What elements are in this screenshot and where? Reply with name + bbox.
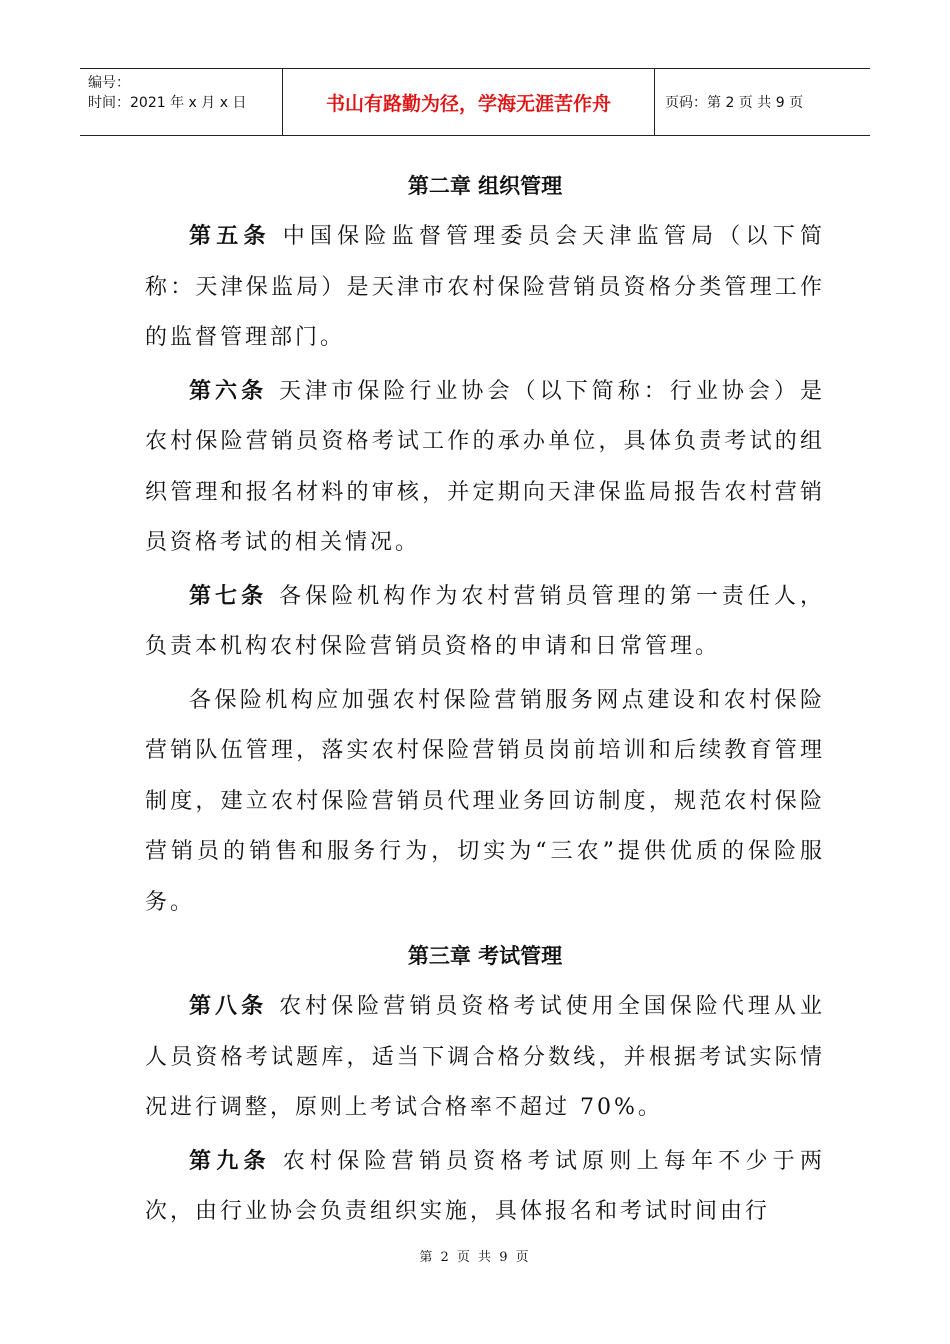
article-8 (145, 982, 825, 1134)
page-header (80, 68, 870, 136)
page-footer: 第 2 页 共 9 页 (419, 1250, 531, 1265)
article-6 (145, 367, 825, 569)
article-7-text: 各保险机构作为农村营销员管理的第一责任人，负责本机构农村保险营销员资格的申请和日常管理。 (145, 583, 825, 659)
header-page-info: 页码：第 2 页 共 9 页 (665, 95, 804, 111)
article-6-number: 第六条 (189, 378, 268, 404)
article-9 (145, 1137, 825, 1238)
article-8-text: 农村保险营销员资格考试使用全国保险代理从业人员资格考试题库，适当下调合格分数线，并根据考试实际情况进行调整，原则上考试合格率不超过 70%。 (145, 994, 825, 1120)
date-label: 时间：2021 年 x 月 x 日 (88, 95, 247, 111)
header-meta (80, 69, 283, 135)
article-9-text: 农村保险营销员资格考试原则上每年不少于两次，由行业协会负责组织实施，具体报名和考试时间由行 (145, 1148, 825, 1224)
article-8-number: 第八条 (189, 994, 268, 1019)
chapter-3-title: 第三章 考试管理 (407, 944, 563, 968)
article-5-number: 第五条 (189, 224, 271, 249)
serial-number-label: 编号： (88, 75, 130, 91)
article-5 (145, 212, 825, 364)
article-7-paragraph-2: 各保险机构应加强农村保险营销服务网点建设和农村保险营销队伍管理，落实农村保险营销员岗前培训和后续教育管理制度，建立农村保险营销员代理业务回访制度，规范农村保险营销员的销售和服务行为，切实为“三农”提供优质的保险服务。 (145, 687, 825, 915)
article-5-text: 中国保险监督管理委员会天津监管局（以下简称：天津保监局）是天津市农村保险营销员资格分类管理工作的监督管理部门。 (145, 224, 825, 350)
article-6-text: 天津市保险行业协会（以下简称：行业协会）是农村保险营销员资格考试工作的承办单位，具体负责考试的组织管理和报名材料的审核，并定期向天津保监局报告农村营销员资格考试的相关情况。 (145, 378, 825, 555)
chapter-2-title: 第二章 组织管理 (407, 174, 563, 198)
document-body (145, 160, 825, 1238)
article-9-number: 第九条 (189, 1148, 271, 1174)
article-7-number: 第七条 (189, 583, 268, 609)
article-7 (145, 572, 825, 673)
header-motto: 书山有路勤为径，学海无涯苦作舟 (283, 69, 655, 135)
